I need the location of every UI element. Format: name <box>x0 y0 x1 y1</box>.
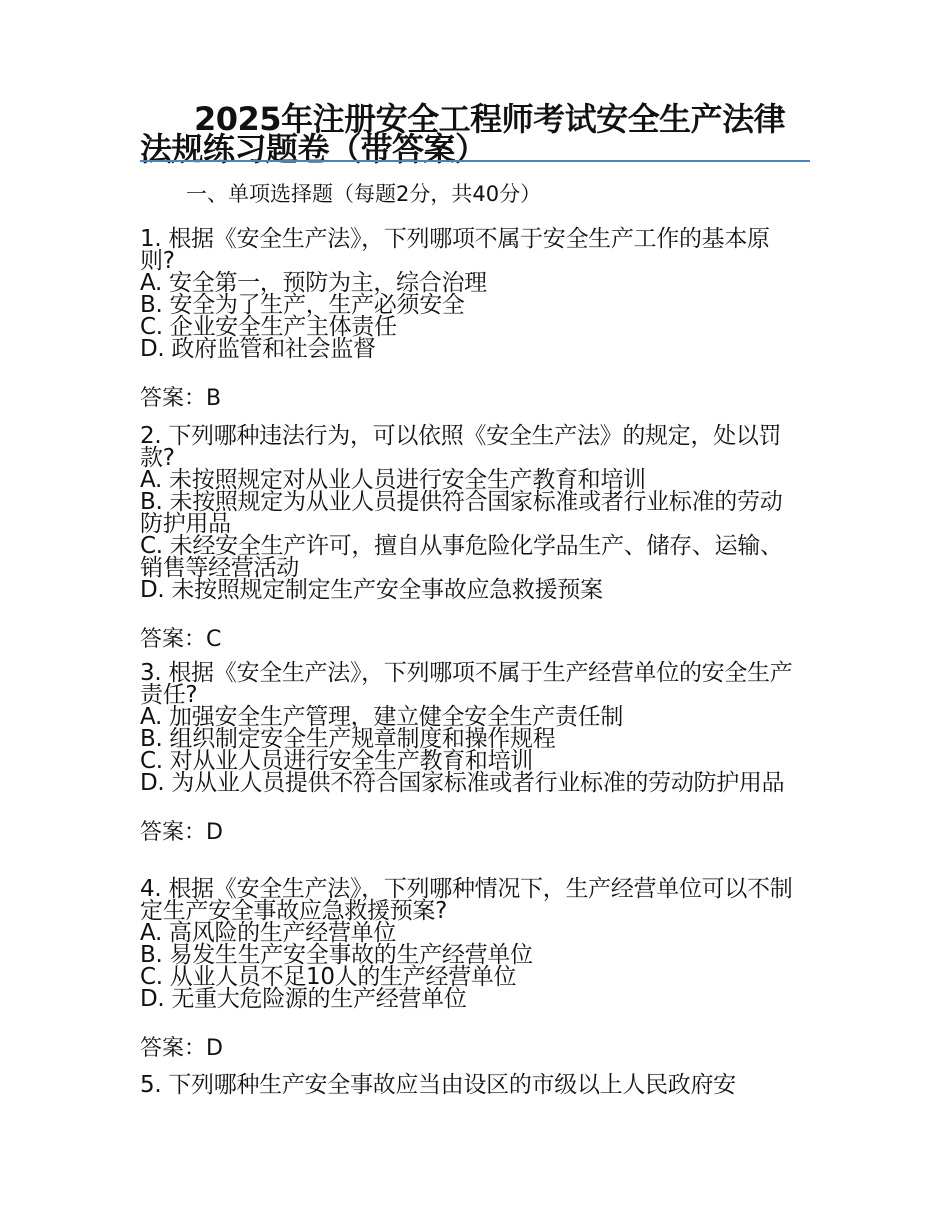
question-stem: 3. 根据《安全生产法》，下列哪项不属于生产经营单位的安全生产责任? <box>140 660 793 708</box>
answer-line: 答案：D <box>140 820 223 845</box>
option-c: C. 从业人员不足10人的生产经营单位 <box>140 964 517 990</box>
section-heading: 一、单项选择题（每题2分，共40分） <box>186 182 542 206</box>
option-a: A. 加强安全生产管理，建立健全安全生产责任制 <box>140 704 624 730</box>
option-a: A. 高风险的生产经营单位 <box>140 920 397 946</box>
question-5 <box>140 1074 800 1096</box>
question-stem: 1. 根据《安全生产法》，下列哪项不属于安全生产工作的基本原则? <box>140 226 770 274</box>
option-a: A. 安全第一，预防为主，综合治理 <box>140 270 487 296</box>
option-a: A. 未按照规定对从业人员进行安全生产教育和培训 <box>140 467 646 493</box>
question-stem: 5. 下列哪种生产安全事故应当由设区的市级以上人民政府安 <box>140 1072 736 1098</box>
question-4 <box>140 878 800 1062</box>
option-c: C. 未经安全生产许可，擅自从事危险化学品生产、储存、运输、销售等经营活动 <box>140 533 783 581</box>
option-b: B. 安全为了生产，生产必须安全 <box>140 292 465 318</box>
option-d: D. 为从业人员提供不符合国家标准或者行业标准的劳动防护用品 <box>140 770 785 796</box>
title-underline <box>140 160 810 162</box>
question-2 <box>140 425 800 653</box>
option-c: C. 企业安全生产主体责任 <box>140 314 397 340</box>
answer-line: 答案：B <box>140 386 222 411</box>
option-d: D. 未按照规定制定生产安全事故应急救援预案 <box>140 577 603 603</box>
question-stem: 4. 根据《安全生产法》，下列哪种情况下，生产经营单位可以不制定生产安全事故应急救援预案? <box>140 876 793 924</box>
document-title: 2025年注册安全工程师考试安全生产法律法规练习题卷（带答案） <box>140 100 786 168</box>
answer-line: 答案：C <box>140 627 222 652</box>
answer-line: 答案：D <box>140 1036 223 1061</box>
question-stem: 2. 下列哪种违法行为，可以依照《安全生产法》的规定，处以罚款? <box>140 423 782 471</box>
option-d: D. 政府监管和社会监督 <box>140 336 376 362</box>
option-b: B. 未按照规定为从业人员提供符合国家标准或者行业标准的劳动防护用品 <box>140 489 783 537</box>
question-1 <box>140 228 800 412</box>
option-b: B. 组织制定安全生产规章制度和操作规程 <box>140 726 556 752</box>
option-c: C. 对从业人员进行安全生产教育和培训 <box>140 748 533 774</box>
option-b: B. 易发生生产安全事故的生产经营单位 <box>140 942 533 968</box>
question-3 <box>140 662 800 846</box>
option-d: D. 无重大危险源的生产经营单位 <box>140 986 467 1012</box>
